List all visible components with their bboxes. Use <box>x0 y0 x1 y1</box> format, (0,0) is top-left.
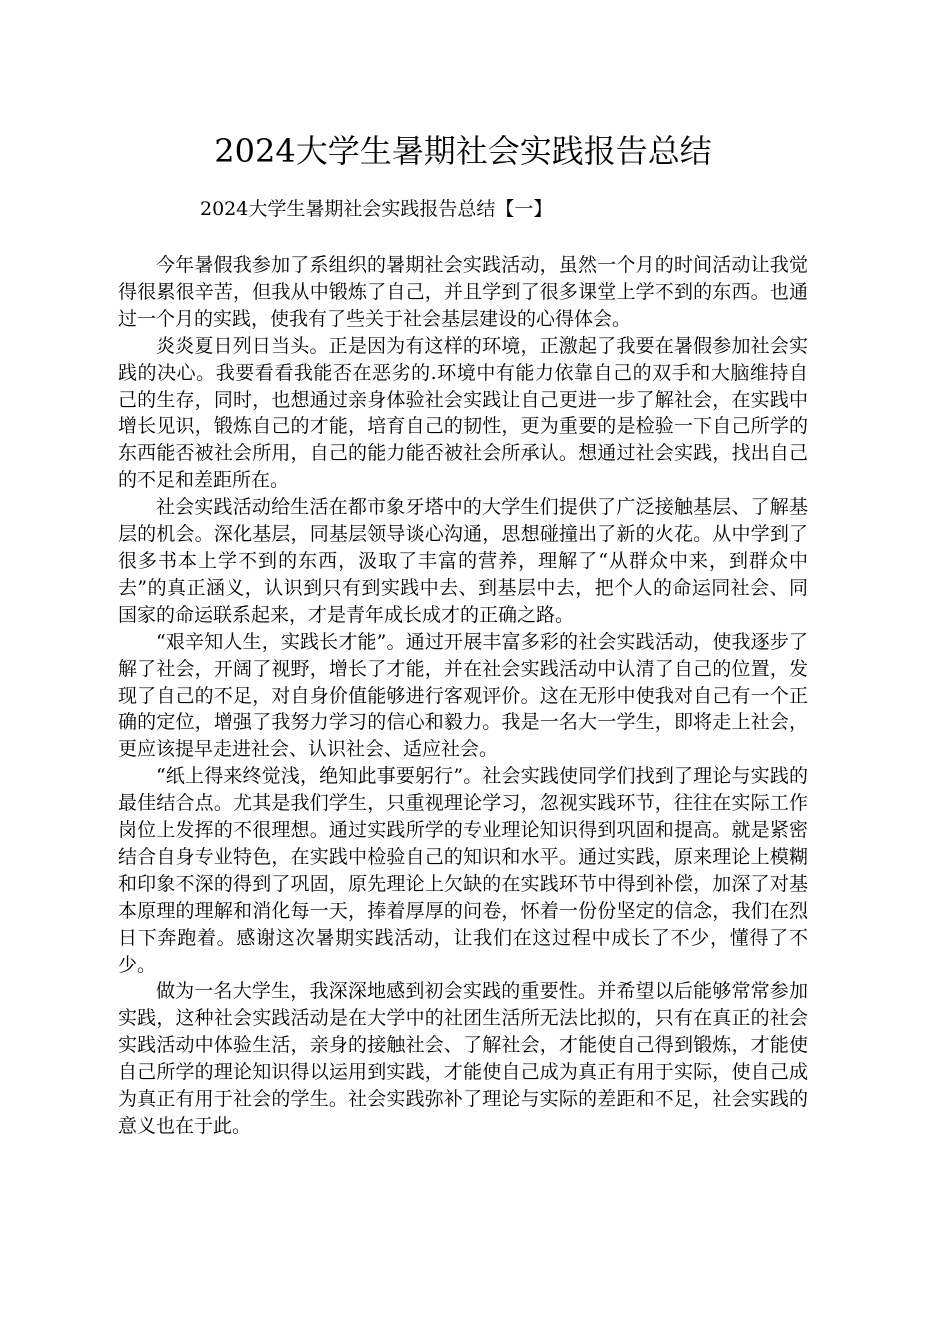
section-heading: 2024大学生暑期社会实践报告总结【一】 <box>200 198 553 220</box>
paragraph-1: 今年暑假我参加了系组织的暑期社会实践活动，虽然一个月的时间活动让我觉得很累很辛苦，但我从中锻炼了自己，并且学到了很多课堂上学不到的东西。也通过一个月的实践，使我有了些关于社会基层建设的心得体会。 <box>118 254 808 330</box>
paragraph-2: 炎炎夏日列日当头。正是因为有这样的环境，正激起了我要在暑假参加社会实践的决心。我要看看我能否在恶劣的.环境中有能力依靠自己的双手和大脑维持自己的生存，同时，也想通过亲身体验社会实践让自己更进一步了解社会，在实践中增长见识，锻炼自己的才能，培育自己的韧性，更为重要的是检验一下自己所学的东西能否被社会所用，自己的能力能否被社会所承认。想通过社会实践，找出自己的不足和差距所在。 <box>118 334 808 492</box>
paragraph-5: “纸上得来终觉浅，绝知此事要躬行”。社会实践使同学们找到了理论与实践的最佳结合点。尤其是我们学生，只重视理论学习，忽视实践环节，往往在实际工作岗位上发挥的不很理想。通过实践所学的专业理论知识得到巩固和提高。就是紧密结合自身专业特色，在实践中检验自己的知识和水平。通过实践，原来理论上模糊和印象不深的得到了巩固，原先理论上欠缺的在实践环节中得到补偿，加深了对基本原理的理解和消化每一天，捧着厚厚的问卷，怀着一份份坚定的信念，我们在烈日下奔跑着。感谢这次暑期实践活动，让我们在这过程中成长了不少，懂得了不少。 <box>118 765 808 976</box>
document-content <box>118 128 808 1140</box>
paragraph-6: 做为一名大学生，我深深地感到初会实践的重要性。并希望以后能够常常参加实践，这种社会实践活动是在大学中的社团生活所无法比拟的，只有在真正的社会实践活动中体验生活，亲身的接触社会、了解社会，才能使自己得到锻炼，才能使自己所学的理论知识得以运用到实践，才能使自己成为真正有用于实际，使自己成为真正有用于社会的学生。社会实践弥补了理论与实际的差距和不足，社会实践的意义也在于此。 <box>118 980 808 1137</box>
document-body <box>118 252 808 1140</box>
paragraph-4: “艰辛知人生，实践长才能”。通过开展丰富多彩的社会实践活动，使我逐步了解了社会，开阔了视野，增长了才能，并在社会实践活动中认清了自己的位置，发现了自己的不足，对自身价值能够进行客观评价。这在无形中使我对自己有一个正确的定位，增强了我努力学习的信心和毅力。我是一名大一学生，即将走上社会，更应该提早走进社会、认识社会、适应社会。 <box>118 630 808 761</box>
paragraph-3: 社会实践活动给生活在都市象牙塔中的大学生们提供了广泛接触基层、了解基层的机会。深化基层，同基层领导谈心沟通，思想碰撞出了新的火花。从中学到了很多书本上学不到的东西，汲取了丰富的营养，理解了“从群众中来，到群众中去”的真正涵义，认识到只有到实践中去、到基层中去，把个人的命运同社会、同国家的命运联系起来，才是青年成长成才的正确之路。 <box>118 496 808 626</box>
document-title: 2024大学生暑期社会实践报告总结 <box>214 132 712 170</box>
